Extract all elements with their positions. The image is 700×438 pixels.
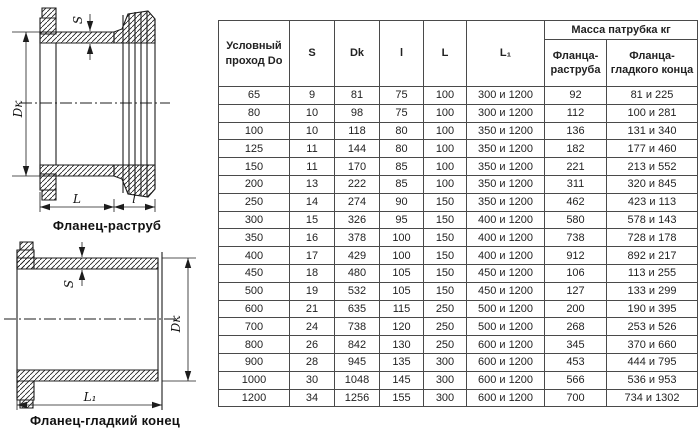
table-cell: 429	[335, 247, 380, 265]
table-cell: 150	[424, 282, 467, 300]
table-cell: 150	[219, 158, 290, 176]
table-cell: 221	[545, 158, 607, 176]
table-cell: 90	[380, 193, 424, 211]
dim-label-s: S	[62, 279, 76, 289]
table-cell: 892 и 217	[607, 247, 698, 265]
table-cell: 145	[380, 371, 424, 389]
table-cell: 250	[424, 300, 467, 318]
table-cell: 444 и 795	[607, 353, 698, 371]
table-cell: 106	[545, 264, 607, 282]
table-cell: 600	[219, 300, 290, 318]
table-cell: 400 и 1200	[467, 229, 545, 247]
table-cell: 600 и 1200	[467, 371, 545, 389]
table-row	[219, 193, 698, 211]
table-cell: 10	[290, 104, 335, 122]
table-cell: 600 и 1200	[467, 389, 545, 407]
table-cell: 700	[219, 318, 290, 336]
table-row	[219, 87, 698, 105]
table-cell: 92	[545, 87, 607, 105]
table-cell: 500 и 1200	[467, 318, 545, 336]
table-cell: 100	[380, 229, 424, 247]
table-cell: 350	[219, 229, 290, 247]
table-cell: 566	[545, 371, 607, 389]
table-cell: 345	[545, 336, 607, 354]
table-row	[219, 158, 698, 176]
table-cell: 274	[335, 193, 380, 211]
table-cell: 9	[290, 87, 335, 105]
table-row	[219, 104, 698, 122]
table-cell: 150	[424, 247, 467, 265]
table-cell: 945	[335, 353, 380, 371]
table-cell: 450 и 1200	[467, 264, 545, 282]
table-row	[219, 175, 698, 193]
table-cell: 578 и 143	[607, 211, 698, 229]
table-cell: 222	[335, 175, 380, 193]
table-cell: 100	[424, 122, 467, 140]
table-cell: 1048	[335, 371, 380, 389]
table-cell: 81 и 225	[607, 87, 698, 105]
table-cell: 326	[335, 211, 380, 229]
table-cell: 300	[424, 371, 467, 389]
table-cell: 118	[335, 122, 380, 140]
table-cell: 80	[219, 104, 290, 122]
table-cell: 177 и 460	[607, 140, 698, 158]
table-cell: 900	[219, 353, 290, 371]
table-cell: 105	[380, 282, 424, 300]
table-cell: 85	[380, 158, 424, 176]
table-cell: 253 и 526	[607, 318, 698, 336]
table-cell: 150	[424, 229, 467, 247]
table-cell: 370 и 660	[607, 336, 698, 354]
table-row	[219, 300, 698, 318]
table-cell: 16	[290, 229, 335, 247]
table-row	[219, 371, 698, 389]
table-row	[219, 211, 698, 229]
dim-label-dk: Dк	[169, 315, 183, 333]
table-cell: 182	[545, 140, 607, 158]
col-header-L1: L₁	[467, 21, 545, 87]
table-cell: 15	[290, 211, 335, 229]
table-cell: 75	[380, 104, 424, 122]
table-row	[219, 389, 698, 407]
caption-flange-plain-end: Фланец-гладкий конец	[30, 413, 180, 428]
table-cell: 30	[290, 371, 335, 389]
table-cell: 738	[335, 318, 380, 336]
table-cell: 600 и 1200	[467, 353, 545, 371]
table-cell: 600 и 1200	[467, 336, 545, 354]
table-cell: 800	[219, 336, 290, 354]
col-header-do: Условный проход Do	[219, 21, 290, 87]
table-cell: 120	[380, 318, 424, 336]
table-cell: 300 и 1200	[467, 104, 545, 122]
table-cell: 131 и 340	[607, 122, 698, 140]
table-cell: 1000	[219, 371, 290, 389]
spec-table-body	[219, 87, 698, 407]
dim-label-s: S	[71, 15, 85, 25]
table-cell: 127	[545, 282, 607, 300]
table-cell: 400 и 1200	[467, 211, 545, 229]
table-cell: 135	[380, 353, 424, 371]
table-cell: 532	[335, 282, 380, 300]
table-cell: 11	[290, 158, 335, 176]
table-cell: 423 и 113	[607, 193, 698, 211]
table-cell: 24	[290, 318, 335, 336]
table-cell: 500 и 1200	[467, 300, 545, 318]
table-row	[219, 229, 698, 247]
flange-socket-drawing	[2, 2, 212, 218]
table-cell: 536 и 953	[607, 371, 698, 389]
flange-plain-end-drawing	[0, 240, 212, 412]
table-row	[219, 336, 698, 354]
table-cell: 350 и 1200	[467, 193, 545, 211]
table-cell: 144	[335, 140, 380, 158]
table-cell: 1256	[335, 389, 380, 407]
table-cell: 100	[219, 122, 290, 140]
table-cell: 300 и 1200	[467, 87, 545, 105]
table-cell: 26	[290, 336, 335, 354]
table-cell: 136	[545, 122, 607, 140]
table-cell: 480	[335, 264, 380, 282]
table-cell: 300	[424, 353, 467, 371]
col-header-l: l	[380, 21, 424, 87]
table-cell: 250	[219, 193, 290, 211]
table-cell: 10	[290, 122, 335, 140]
table-cell: 580	[545, 211, 607, 229]
table-cell: 100	[424, 175, 467, 193]
table-cell: 738	[545, 229, 607, 247]
dim-label-l: l	[132, 192, 136, 206]
table-cell: 200	[545, 300, 607, 318]
table-cell: 450 и 1200	[467, 282, 545, 300]
table-cell: 100 и 281	[607, 104, 698, 122]
table-cell: 170	[335, 158, 380, 176]
table-cell: 150	[424, 193, 467, 211]
table-cell: 250	[424, 318, 467, 336]
table-cell: 34	[290, 389, 335, 407]
table-cell: 200	[219, 175, 290, 193]
table-cell: 462	[545, 193, 607, 211]
table-cell: 105	[380, 264, 424, 282]
col-header-L: L	[424, 21, 467, 87]
table-cell: 65	[219, 87, 290, 105]
table-cell: 81	[335, 87, 380, 105]
table-cell: 18	[290, 264, 335, 282]
table-cell: 80	[380, 122, 424, 140]
table-cell: 350 и 1200	[467, 175, 545, 193]
table-cell: 190 и 395	[607, 300, 698, 318]
table-cell: 100	[380, 247, 424, 265]
table-cell: 912	[545, 247, 607, 265]
table-cell: 28	[290, 353, 335, 371]
table-cell: 213 и 552	[607, 158, 698, 176]
table-row	[219, 353, 698, 371]
table-cell: 728 и 178	[607, 229, 698, 247]
table-cell: 100	[424, 158, 467, 176]
table-cell: 75	[380, 87, 424, 105]
table-cell: 311	[545, 175, 607, 193]
table-cell: 842	[335, 336, 380, 354]
table-cell: 155	[380, 389, 424, 407]
table-cell: 115	[380, 300, 424, 318]
table-cell: 1200	[219, 389, 290, 407]
table-cell: 635	[335, 300, 380, 318]
col-header-mass-group: Масса патрубка кг	[545, 21, 698, 40]
table-cell: 112	[545, 104, 607, 122]
dim-label-L: L	[73, 192, 81, 206]
dim-label-L1: L₁	[83, 390, 97, 404]
caption-flange-socket: Фланец-раструб	[52, 218, 162, 233]
table-cell: 95	[380, 211, 424, 229]
table-row	[219, 140, 698, 158]
col-header-s: S	[290, 21, 335, 87]
table-cell: 21	[290, 300, 335, 318]
table-cell: 13	[290, 175, 335, 193]
table-cell: 98	[335, 104, 380, 122]
drawings-pane	[0, 0, 216, 438]
table-cell: 268	[545, 318, 607, 336]
table-cell: 320 и 845	[607, 175, 698, 193]
table-cell: 80	[380, 140, 424, 158]
table-cell: 14	[290, 193, 335, 211]
col-header-dk: Dk	[335, 21, 380, 87]
dim-label-dk: Dк	[11, 100, 25, 118]
spec-table	[218, 20, 698, 407]
table-cell: 113 и 255	[607, 264, 698, 282]
table-cell: 19	[290, 282, 335, 300]
table-row	[219, 264, 698, 282]
table-cell: 17	[290, 247, 335, 265]
table-cell: 378	[335, 229, 380, 247]
table-cell: 100	[424, 140, 467, 158]
table-cell: 85	[380, 175, 424, 193]
table-cell: 100	[424, 104, 467, 122]
table-cell: 100	[424, 87, 467, 105]
table-cell: 11	[290, 140, 335, 158]
table-cell: 133 и 299	[607, 282, 698, 300]
spec-table-header	[219, 21, 698, 87]
table-row	[219, 318, 698, 336]
col-header-mass-plain: Фланца-гладкого конца	[607, 40, 698, 87]
table-row	[219, 247, 698, 265]
table-cell: 150	[424, 264, 467, 282]
table-cell: 400	[219, 247, 290, 265]
table-cell: 150	[424, 211, 467, 229]
table-row	[219, 122, 698, 140]
table-cell: 300	[424, 389, 467, 407]
table-row	[219, 282, 698, 300]
table-cell: 350 и 1200	[467, 140, 545, 158]
table-cell: 125	[219, 140, 290, 158]
table-cell: 500	[219, 282, 290, 300]
col-header-mass-socket: Фланца-раструба	[545, 40, 607, 87]
table-cell: 350 и 1200	[467, 122, 545, 140]
table-cell: 400 и 1200	[467, 247, 545, 265]
table-cell: 350 и 1200	[467, 158, 545, 176]
table-cell: 250	[424, 336, 467, 354]
table-cell: 300	[219, 211, 290, 229]
table-cell: 700	[545, 389, 607, 407]
table-cell: 453	[545, 353, 607, 371]
table-cell: 734 и 1302	[607, 389, 698, 407]
table-cell: 450	[219, 264, 290, 282]
table-cell: 130	[380, 336, 424, 354]
